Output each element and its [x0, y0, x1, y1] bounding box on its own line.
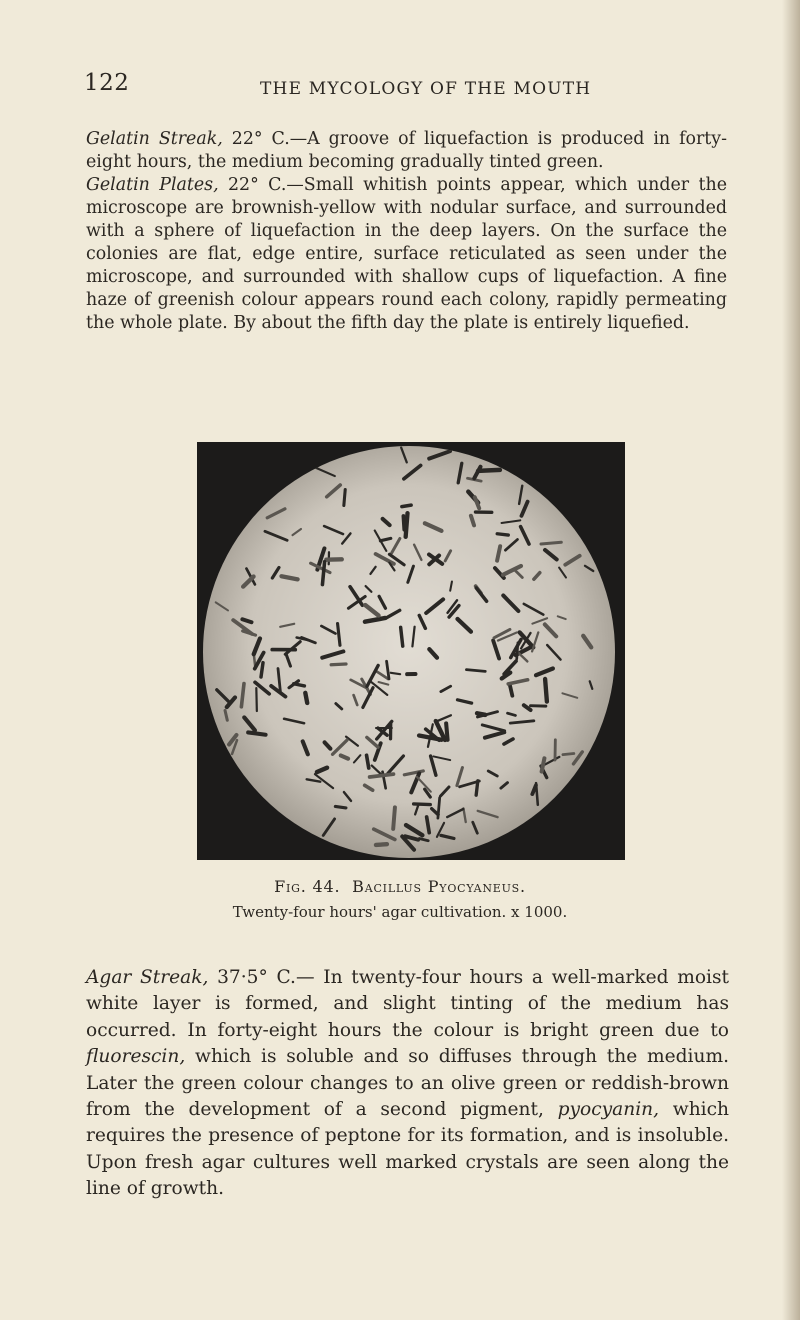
bacillus-rod — [256, 688, 257, 711]
bacillus-rod — [541, 542, 561, 544]
paragraph-text: 22° C.—Small whitish points appear, which under the microscope are brownish-yellow with nodular surface, and surrounded with a sphere of liquefaction in the deep layers. On the surface the colonies are flat, edge entire, surface reticulated as seen under the microscope, and surrounded with shallow cups of liquefaction. A fine haze of greenish colour appears round each colony, rapidly permeating the whole plate. By about the fifth day the plate is entirely liquefied. — [86, 175, 727, 333]
bacillus-rod — [344, 490, 345, 506]
bacillus-rod — [497, 534, 508, 535]
bacillus-rod — [401, 627, 403, 646]
paragraph-text: 37·5° C.— In twenty-four hours a well-marked moist white layer is formed, and slight tinting of the medium has occurred. In forty-eight hours the colour is bright green due to — [86, 967, 729, 1041]
bacillus-rod — [393, 807, 395, 828]
bacillus-rod — [305, 693, 307, 703]
bacillus-rod — [391, 673, 400, 674]
bacillus-rod — [517, 643, 518, 659]
term-fluorescin: fluorescin, — [86, 1046, 186, 1068]
paragraph-agar-streak — [86, 965, 729, 1203]
paragraph-lead: Gelatin Plates, — [86, 175, 219, 195]
bacillus-rod — [248, 732, 265, 734]
bacillus-rod — [402, 505, 411, 506]
bacillus-rod — [542, 758, 545, 771]
paragraph-lead: Agar Streak, — [86, 967, 209, 988]
figure-caption — [0, 877, 800, 896]
bacillus-rod — [478, 470, 500, 471]
bacillus-rod — [261, 663, 263, 677]
term-pyocyanin: pyocyanin, — [557, 1099, 660, 1121]
paragraph-text: 22° C.—A groove of liquefaction is produced in forty-eight hours, the medium becoming gradually tinted green. — [86, 129, 727, 172]
paragraph-gelatin-streak — [86, 128, 727, 174]
paragraph-gelatin-plates — [86, 174, 727, 335]
bacillus-rod — [335, 806, 346, 807]
bacillus-rod — [563, 754, 574, 755]
paragraph-text: which requires the presence of peptone for its formation, and is insoluble. Upon fresh agar cultures well marked crystals are seen along the line of growth. — [86, 1099, 729, 1200]
bacillus-rod — [322, 562, 324, 585]
bacillus-rod — [510, 684, 513, 696]
bacillus-rod — [331, 664, 346, 665]
bacillus-rod — [414, 804, 431, 805]
bacillus-rod — [466, 670, 485, 672]
bacillus-rod — [367, 755, 369, 768]
page-number: 122 — [84, 70, 130, 96]
paragraph-lead: Gelatin Streak, — [86, 129, 223, 149]
running-title: THE MYCOLOGY OF THE MOUTH — [260, 79, 592, 99]
micrograph-image — [197, 442, 625, 860]
figure-label: Fig. 44. — [274, 877, 341, 896]
bacillus-rod — [427, 817, 430, 833]
bacillus-rod — [376, 844, 387, 845]
figure-title: Bacillus Pyocyaneus. — [352, 877, 526, 896]
bacillus-rod — [406, 513, 408, 537]
bacillus-rod — [476, 781, 478, 795]
bacillus-rod — [446, 723, 447, 739]
bacillus-rod — [341, 755, 348, 758]
bacillus-rod — [254, 655, 255, 666]
page-edge-shadow — [782, 0, 800, 1320]
paragraph-text: which is soluble and so diffuses through the medium. Later the green colour changes to an olive green or reddish-brown from the development of a second pigment, — [86, 1046, 729, 1121]
figure-subcaption: Twenty-four hours' agar cultivation. x 1000. — [232, 903, 568, 921]
micrograph-figure — [197, 442, 625, 860]
bacillus-rod — [545, 679, 547, 702]
bacillus-rod — [403, 516, 404, 530]
